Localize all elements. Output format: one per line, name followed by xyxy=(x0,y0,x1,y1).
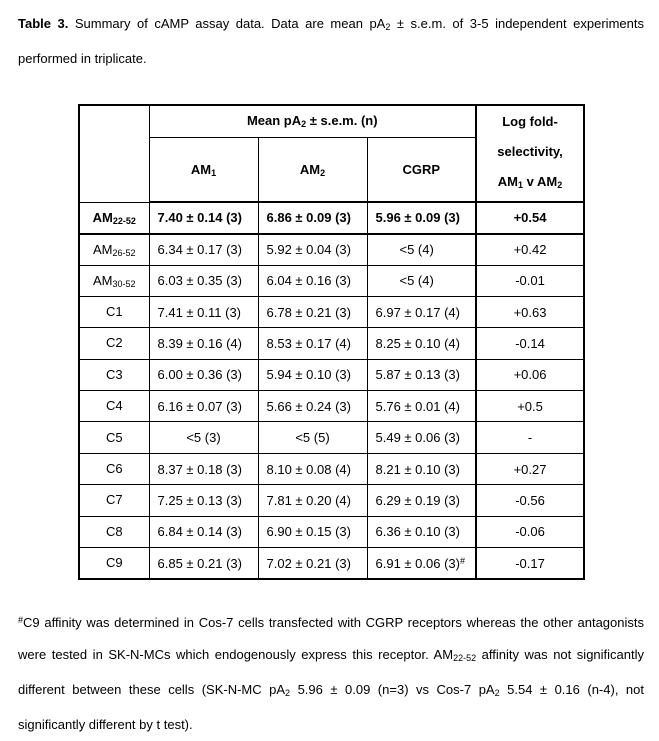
row-name: C2 xyxy=(79,328,149,359)
col-header-am2: $AM_2$ xyxy=(258,137,367,202)
cell-log-selectivity: -0.01 xyxy=(476,265,584,296)
cell-am2: 6.90 ± 0.15 (3) xyxy=(258,516,367,547)
cell-am2: 6.78 ± 0.21 (3) xyxy=(258,296,367,327)
table-row xyxy=(79,265,584,296)
table-row xyxy=(79,359,584,390)
cell-am2: 5.66 ± 0.24 (3) xyxy=(258,391,367,422)
table-row xyxy=(79,391,584,422)
col-header-am1: $AM_1$ xyxy=(149,137,258,202)
row-name: C1 xyxy=(79,296,149,327)
col-header-cgrp: CGRP xyxy=(367,137,476,202)
cell-cgrp: 6.36 ± 0.10 (3) xyxy=(367,516,476,547)
cell-am1: 6.85 ± 0.21 (3) xyxy=(149,548,258,579)
cell-log-selectivity: -0.14 xyxy=(476,328,584,359)
cell-am1: 6.16 ± 0.07 (3) xyxy=(149,391,258,422)
row-name: C7 xyxy=(79,485,149,516)
cell-am1: 7.41 ± 0.11 (3) xyxy=(149,296,258,327)
cell-am2: 7.02 ± 0.21 (3) xyxy=(258,548,367,579)
cell-cgrp: 6.91 ± 0.06 (3)# xyxy=(367,548,476,579)
caption-text-sub: 2 xyxy=(385,22,391,32)
cell-log-selectivity: +0.06 xyxy=(476,359,584,390)
caption-text: Summary of cAMP assay data. Data are mean pA xyxy=(74,16,386,31)
cell-cgrp: 8.21 ± 0.10 (3) xyxy=(367,453,476,484)
cell-am2: 5.92 ± 0.04 (3) xyxy=(258,234,367,265)
table-row xyxy=(79,202,584,233)
table-row xyxy=(79,422,584,453)
cell-log-selectivity: - xyxy=(476,422,584,453)
cell-cgrp: <5 (4) xyxy=(367,234,476,265)
table-row xyxy=(79,453,584,484)
table-caption xyxy=(18,8,644,75)
cell-cgrp: 5.87 ± 0.13 (3) xyxy=(367,359,476,390)
cell-cgrp: 5.49 ± 0.06 (3) xyxy=(367,422,476,453)
cell-am1: 6.34 ± 0.17 (3) xyxy=(149,234,258,265)
row-name: $AM_{26-52}$ xyxy=(79,234,149,265)
caption-label: Table 3. xyxy=(18,16,69,31)
table-row xyxy=(79,485,584,516)
footnote-mark: # xyxy=(18,615,24,625)
header-row-1 xyxy=(79,105,584,137)
cell-log-selectivity: +0.5 xyxy=(476,391,584,422)
footnote-ref-mark: # xyxy=(459,555,465,566)
table-row xyxy=(79,516,584,547)
cell-log-selectivity: +0.54 xyxy=(476,202,584,233)
cell-cgrp: <5 (4) xyxy=(367,265,476,296)
caption-text-rest: ± s.e.m. of 3-5 independent experiments performed in triplicate. xyxy=(18,16,644,66)
cell-log-selectivity: +0.27 xyxy=(476,453,584,484)
cell-am1: 6.84 ± 0.14 (3) xyxy=(149,516,258,547)
table-row xyxy=(79,296,584,327)
cell-cgrp: 8.25 ± 0.10 (4) xyxy=(367,328,476,359)
cell-am1: 6.00 ± 0.36 (3) xyxy=(149,359,258,390)
corner-cell xyxy=(79,105,149,202)
cell-am2: 8.10 ± 0.08 (4) xyxy=(258,453,367,484)
cell-am2: 7.81 ± 0.20 (4) xyxy=(258,485,367,516)
cell-am1: 7.25 ± 0.13 (3) xyxy=(149,485,258,516)
group-header: Mean $pA_2 \pm s.e.m$. (n) xyxy=(149,105,476,137)
cell-am1: 7.40 ± 0.14 (3) xyxy=(149,202,258,233)
cell-am1: <5 (3) xyxy=(149,422,258,453)
table-row xyxy=(79,548,584,579)
cell-am2: 8.53 ± 0.17 (4) xyxy=(258,328,367,359)
row-name: C8 xyxy=(79,516,149,547)
cell-cgrp: 6.29 ± 0.19 (3) xyxy=(367,485,476,516)
cell-log-selectivity: +0.63 xyxy=(476,296,584,327)
cell-am2: 5.94 ± 0.10 (3) xyxy=(258,359,367,390)
cell-am2: 6.04 ± 0.16 (3) xyxy=(258,265,367,296)
cell-am1: 6.03 ± 0.35 (3) xyxy=(149,265,258,296)
cell-am1: 8.37 ± 0.18 (3) xyxy=(149,453,258,484)
log-header: Log fold- selectivity, $AM_1$ v $AM_2$ xyxy=(476,105,584,202)
row-name: $AM_{30-52}$ xyxy=(79,265,149,296)
cell-cgrp: 5.76 ± 0.01 (4) xyxy=(367,391,476,422)
cell-cgrp: 5.96 ± 0.09 (3) xyxy=(367,202,476,233)
cell-am2: 6.86 ± 0.09 (3) xyxy=(258,202,367,233)
cell-log-selectivity: -0.17 xyxy=(476,548,584,579)
table-row xyxy=(79,328,584,359)
cell-cgrp: 6.97 ± 0.17 (4) xyxy=(367,296,476,327)
row-name: C9 xyxy=(79,548,149,579)
cell-log-selectivity: -0.06 xyxy=(476,516,584,547)
row-name: $AM_{22-52}$ xyxy=(79,202,149,233)
row-name: C4 xyxy=(79,391,149,422)
cell-am2: <5 (5) xyxy=(258,422,367,453)
row-name: C5 xyxy=(79,422,149,453)
cell-log-selectivity: -0.56 xyxy=(476,485,584,516)
footnote: #C9 affinity was determined in Cos-7 cells transfected with CGRP receptors whereas the other antagonists were tested in SK-N-MCs which endogenously express this receptor. $AM_{22-52}$ affinity was not significantly different between these cells (SK-N-MC $pA_2$ 5.96 ± 0.09 (n=3) vs Cos-7 $pA_2$ 5.54 ± 0.16 (n-4), not significantly different by t test). xyxy=(18,615,645,732)
cell-log-selectivity: +0.42 xyxy=(476,234,584,265)
row-name: C3 xyxy=(79,359,149,390)
camp-assay-table xyxy=(78,104,585,580)
row-name: C6 xyxy=(79,453,149,484)
cell-am1: 8.39 ± 0.16 (4) xyxy=(149,328,258,359)
table-row xyxy=(79,234,584,265)
